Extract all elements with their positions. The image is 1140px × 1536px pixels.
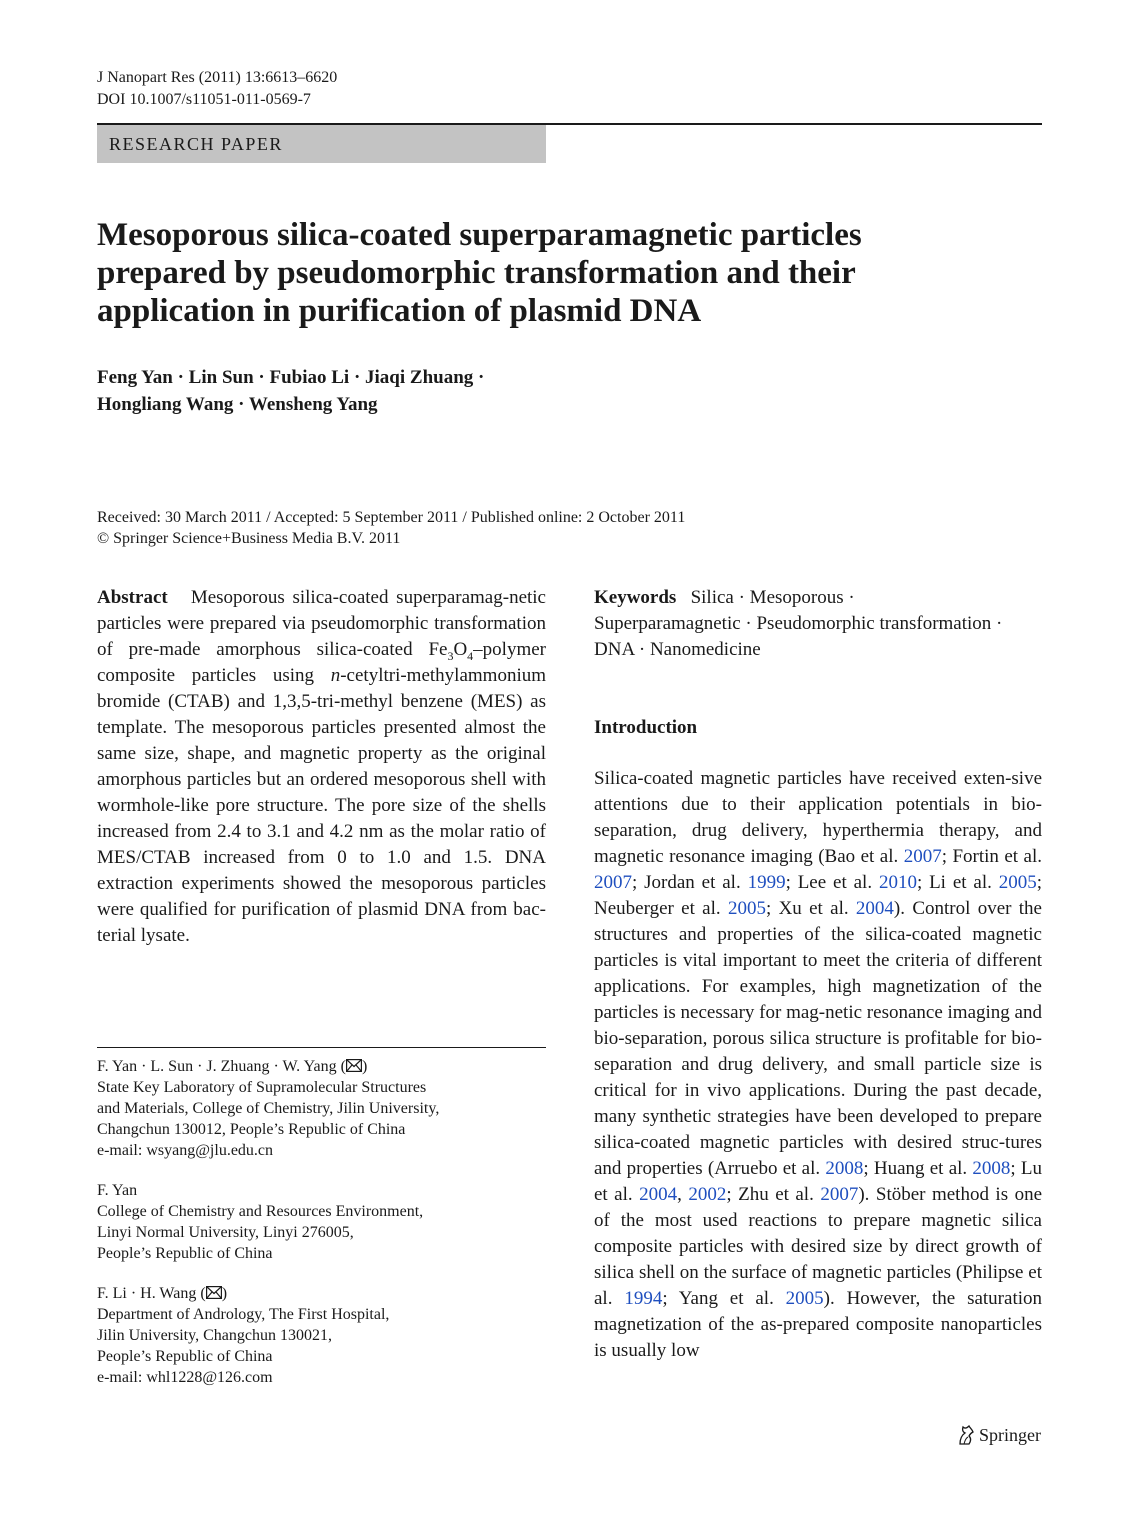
affiliation-rule [97, 1047, 546, 1048]
author-line: Hongliang Wang · Wensheng Yang [97, 394, 378, 415]
formula-sub: 4 [467, 648, 474, 663]
journal-header [97, 67, 337, 111]
intro-text: , [677, 1184, 689, 1205]
keywords-text: Silica · Mesoporous · [690, 587, 855, 608]
intro-text: ; Xu et al. [765, 898, 856, 919]
keywords-text: Superparamagnetic · Pseudomorphic transformation · [594, 613, 1003, 634]
citation-link[interactable]: 2004 [855, 898, 894, 919]
affiliation-line: Jilin University, Changchun 130021, [97, 1327, 332, 1344]
affiliation-line: State Key Laboratory of Supramolecular Structures [97, 1079, 427, 1096]
affiliation-3 [97, 1283, 546, 1388]
citation-link[interactable]: 2010 [878, 872, 917, 893]
keywords [594, 585, 1042, 663]
keywords-text: DNA · Nanomedicine [594, 639, 761, 660]
abstract-text: –polymer composite particles using [97, 639, 546, 686]
intro-text: ; Lee et al. [785, 872, 879, 893]
citation-link[interactable]: 2002 [688, 1184, 727, 1205]
intro-text: ; Lu et al. [594, 1158, 1043, 1205]
abstract-italic: n [330, 665, 341, 686]
introduction-heading: Introduction [594, 717, 698, 738]
intro-text: ; Yang et al. [662, 1288, 786, 1309]
affiliation-names: F. Yan · L. Sun · J. Zhuang · W. Yang ( [97, 1058, 346, 1075]
envelope-icon[interactable] [206, 1286, 222, 1299]
abstract-label: Abstract [97, 587, 168, 608]
formula-o: O [453, 639, 468, 660]
affiliation-line: College of Chemistry and Resources Environment, [97, 1203, 424, 1220]
intro-text: ; Huang et al. [863, 1158, 973, 1179]
abstract [97, 585, 546, 949]
formula-sub: 3 [447, 648, 454, 663]
intro-text: ; Fortin et al. [941, 846, 1042, 867]
publisher-logo [956, 1423, 1041, 1447]
paper-title [97, 216, 997, 330]
citation-link[interactable]: 1999 [747, 872, 786, 893]
citation-link[interactable]: 2007 [903, 846, 942, 867]
springer-horse-icon [956, 1424, 976, 1446]
intro-text: ). Stöber method is one of the most used reactions to prepare magnetic silica composite particles with desired size by direct growth of silica shell on the surface of magnetic particles (Philipse et al. [594, 1184, 1043, 1309]
affiliation-close: ) [361, 1058, 368, 1075]
intro-text: ). However, the saturation magnetization of the as-prepared composite nanoparticles is usually low [594, 1288, 1043, 1361]
intro-text: ; Jordan et al. [632, 872, 748, 893]
title-line: Mesoporous silica-coated superparamagnetic particles [97, 217, 862, 253]
affiliation-close: ) [221, 1285, 228, 1302]
affiliation-2 [97, 1180, 546, 1264]
affiliation-line: Linyi Normal University, Linyi 276005, [97, 1224, 354, 1241]
abstract-text: Mesoporous silica-coated superparamag-netic particles were prepared via pseudomorphic transformation of pre-made amorphous silica-coated [97, 587, 546, 660]
affiliation-line: and Materials, College of Chemistry, Jilin University, [97, 1100, 440, 1117]
publication-dates [97, 507, 685, 549]
citation-link[interactable]: 1994 [624, 1288, 663, 1309]
envelope-icon[interactable] [346, 1059, 362, 1072]
title-line: application in purification of plasmid DNA [97, 293, 702, 329]
publisher-name: Springer [979, 1425, 1041, 1445]
formula-fe: Fe [428, 639, 448, 660]
author-list [97, 364, 797, 418]
affiliation-names: F. Li · H. Wang ( [97, 1285, 206, 1302]
intro-text: Silica-coated magnetic particles have received exten-sive attentions due to their application potentials in bio-separation, drug delivery, hyperthermia therapy, and magnetic resonance imaging (Bao et al. [594, 768, 1042, 867]
affiliation-names: F. Yan [97, 1182, 138, 1199]
intro-text: ). Control over the structures and properties of the silica-coated magnetic particles is vital important to meet the criteria of different applications. For examples, high magnetization of the particles is necessary for mag-netic resonance imaging and bio-separation, porous silica structure is profitable for bio-separation and drug delivery, and small particle size is critical for in vivo applications. During the past decade, many synthetic strategies have been developed to prepare silica-coated magnetic particles with desired struc-tures and properties (Arruebo et al. [594, 898, 1042, 1179]
affiliation-line: People’s Republic of China [97, 1245, 273, 1262]
author-line: Feng Yan · Lin Sun · Fubiao Li · Jiaqi Zhuang · [97, 367, 485, 388]
journal-doi: DOI 10.1007/s11051-011-0569-7 [97, 91, 311, 108]
citation-link[interactable]: 2008 [825, 1158, 864, 1179]
abstract-text: -cetyltri-methylammonium bromide (CTAB) and 1,3,5-tri-methyl benzene (MES) as template. The mesoporous particles presented almost the same size, shape, and magnetic property as the original amorphous particles but an ordered mesoporous shell with wormhole-like pore structure. The pore size of the shells increased from 2.4 to 3.1 and 4.2 nm as the molar ratio of MES/CTAB increased from 0 to 1.0 and 1.5. DNA extraction experiments showed the mesoporous particles were qualified for purification of plasmid DNA from bac-terial lysate. [97, 665, 546, 946]
citation-link[interactable]: 2007 [820, 1184, 859, 1205]
title-line: prepared by pseudomorphic transformation and their [97, 255, 856, 291]
citation-link[interactable]: 2008 [972, 1158, 1011, 1179]
affiliation-email[interactable]: e-mail: whl1228@126.com [97, 1369, 273, 1386]
intro-text: ; Zhu et al. [726, 1184, 821, 1205]
journal-citation: J Nanopart Res (2011) 13:6613–6620 [97, 69, 338, 86]
date-line: Received: 30 March 2011 / Accepted: 5 September 2011 / Published online: 2 October 2011 [97, 509, 686, 526]
citation-link[interactable]: 2007 [594, 872, 632, 893]
citation-link[interactable]: 2005 [785, 1288, 824, 1309]
keywords-label: Keywords [594, 587, 677, 608]
intro-text: ; Li et al. [916, 872, 999, 893]
citation-link[interactable]: 2004 [639, 1184, 678, 1205]
citation-link[interactable]: 2005 [998, 872, 1037, 893]
affiliation-line: Department of Andrology, The First Hospital, [97, 1306, 390, 1323]
citation-link[interactable]: 2005 [727, 898, 766, 919]
affiliation-1 [97, 1056, 546, 1161]
copyright-line: © Springer Science+Business Media B.V. 2011 [97, 530, 401, 547]
introduction-body [594, 766, 1042, 1364]
affiliation-line: People’s Republic of China [97, 1348, 273, 1365]
section-banner: RESEARCH PAPER [97, 125, 546, 163]
affiliation-line: Changchun 130012, People’s Republic of China [97, 1121, 406, 1138]
intro-text: ; Neuberger et al. [594, 872, 1042, 919]
affiliation-email[interactable]: e-mail: wsyang@jlu.edu.cn [97, 1142, 274, 1159]
